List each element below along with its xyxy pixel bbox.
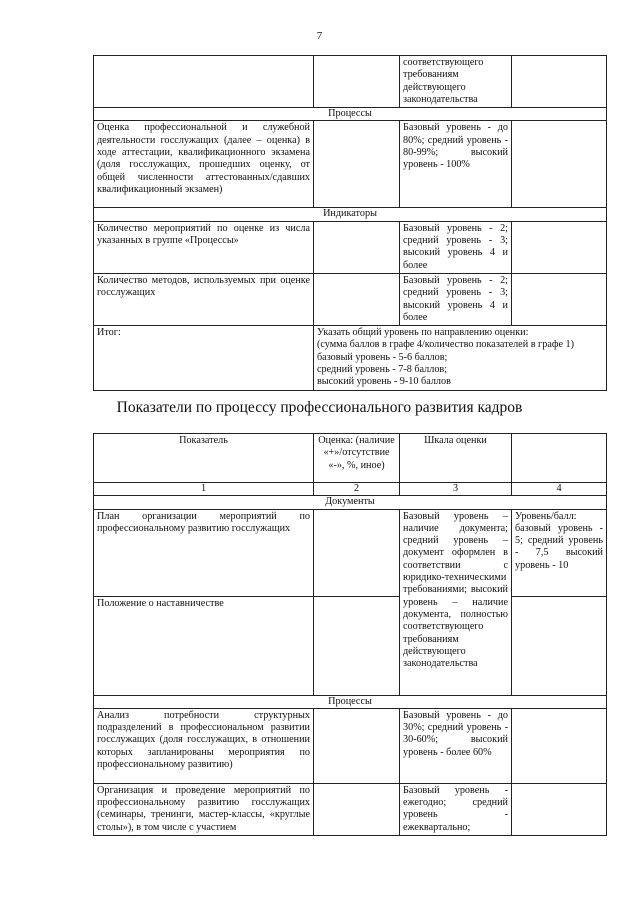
scale-cell: Базовый уровень - 2; средний уровень - 3; высокий уровень 4 и более <box>400 273 512 325</box>
assessment-table <box>93 55 607 391</box>
score-cell <box>512 708 607 783</box>
section-heading: Показатели по процессу профессионального развития кадров <box>116 399 523 416</box>
score-cell <box>512 596 607 695</box>
table-row <box>94 221 607 273</box>
section-row <box>94 108 607 121</box>
column-number: 4 <box>512 483 607 496</box>
total-label: Итог: <box>94 326 314 390</box>
assessment-cell <box>314 121 400 208</box>
column-number: 2 <box>314 483 400 496</box>
column-header-scale: Шкала оценки <box>400 434 512 483</box>
score-cell: Уровень/балл: базовый уровень - 5; средний уровень - 7,5 высокий уровень - 10 <box>512 509 607 596</box>
table-row <box>94 596 607 695</box>
section-row <box>94 695 607 708</box>
assessment-cell <box>314 273 400 325</box>
indicator-cell: Количество методов, используемых при оценке госслужащих <box>94 273 314 325</box>
table-row <box>94 273 607 325</box>
indicator-cell: Оценка профессиональной и служебной деятельности госслужащих (далее – оценка) в ходе аттестации, квалификационного экзамена (доля госслужащих, прошедших оценку, от общей численности аттестованных/сдавших квалификационный экзамен) <box>94 121 314 208</box>
indicator-cell <box>94 56 314 108</box>
total-line: средний уровень - 7-8 баллов; <box>317 364 448 376</box>
professional-development-table <box>93 433 607 836</box>
scale-cell: Базовый уровень - ежегодно; средний уровень - ежеквартально; <box>400 783 512 835</box>
scale-cell: Базовый уровень - до 30%; средний уровень - 30-60%; высокий уровень - более 60% <box>400 708 512 783</box>
indicator-cell: Положение о наставничестве <box>94 596 314 695</box>
scale-cell: Базовый уровень – наличие документа; средний уровень – документ оформлен в соответствии с юридико-техническими требованиями; высокий уровень – наличие документа, полностью соответствующего требованиям действующего законодательства <box>400 509 512 695</box>
column-number-row <box>94 483 607 496</box>
scale-cell: соответствующего требованиям действующего законодательства <box>400 56 512 108</box>
total-row <box>94 326 607 390</box>
score-cell <box>512 56 607 108</box>
section-label-processes: Процессы <box>94 695 607 708</box>
column-number: 1 <box>94 483 314 496</box>
header-row <box>94 434 607 483</box>
section-row <box>94 496 607 509</box>
assessment-cell <box>314 56 400 108</box>
table-row <box>94 121 607 208</box>
scale-cell: Базовый уровень - 2; средний уровень - 3; высокий уровень 4 и более <box>400 221 512 273</box>
assessment-cell <box>314 596 400 695</box>
indicator-cell: План организации мероприятий по профессиональному развитию госслужащих <box>94 509 314 596</box>
indicator-cell: Количество мероприятий по оценке из числа указанных в группе «Процессы» <box>94 221 314 273</box>
page-number: 7 <box>316 30 323 42</box>
scale-cell: Базовый уровень - до 80%; средний уровень - 80-99%; высокий уровень - 100% <box>400 121 512 208</box>
total-line: (сумма баллов в графе 4/количество показателей в графе 1) <box>317 339 574 351</box>
total-text <box>314 326 607 390</box>
assessment-cell <box>314 221 400 273</box>
score-cell <box>512 783 607 835</box>
score-cell <box>512 273 607 325</box>
table-row <box>94 783 607 835</box>
assessment-cell <box>314 783 400 835</box>
section-label-processes: Процессы <box>94 108 607 121</box>
assessment-cell <box>314 509 400 596</box>
score-cell <box>512 121 607 208</box>
total-line: базовый уровень - 5-6 баллов; <box>317 351 448 363</box>
column-header-indicator: Показатель <box>94 434 314 483</box>
table-row <box>94 509 607 596</box>
score-cell <box>512 221 607 273</box>
total-line: высокий уровень - 9-10 баллов <box>317 376 451 388</box>
assessment-cell <box>314 708 400 783</box>
table-row <box>94 56 607 108</box>
column-number: 3 <box>400 483 512 496</box>
indicator-cell: Организация и проведение мероприятий по профессиональному развитию госслужащих (семинары, тренинги, мастер-классы, «круглые столы»), в том числе с участием <box>94 783 314 835</box>
indicator-cell: Анализ потребности структурных подразделений в профессиональном развитии госслужащих (доля госслужащих, в отношении которых запланированы мероприятия по профессиональному развитию) <box>94 708 314 783</box>
total-line: Указать общий уровень по направлению оценки: <box>317 327 529 339</box>
section-label-indicators: Индикаторы <box>94 208 607 221</box>
column-header-assessment: Оценка: (наличие «+»/отсутствие «-», %, иное) <box>314 434 400 483</box>
section-row <box>94 208 607 221</box>
table-row <box>94 708 607 783</box>
column-header-score <box>512 434 607 483</box>
section-label-documents: Документы <box>94 496 607 509</box>
